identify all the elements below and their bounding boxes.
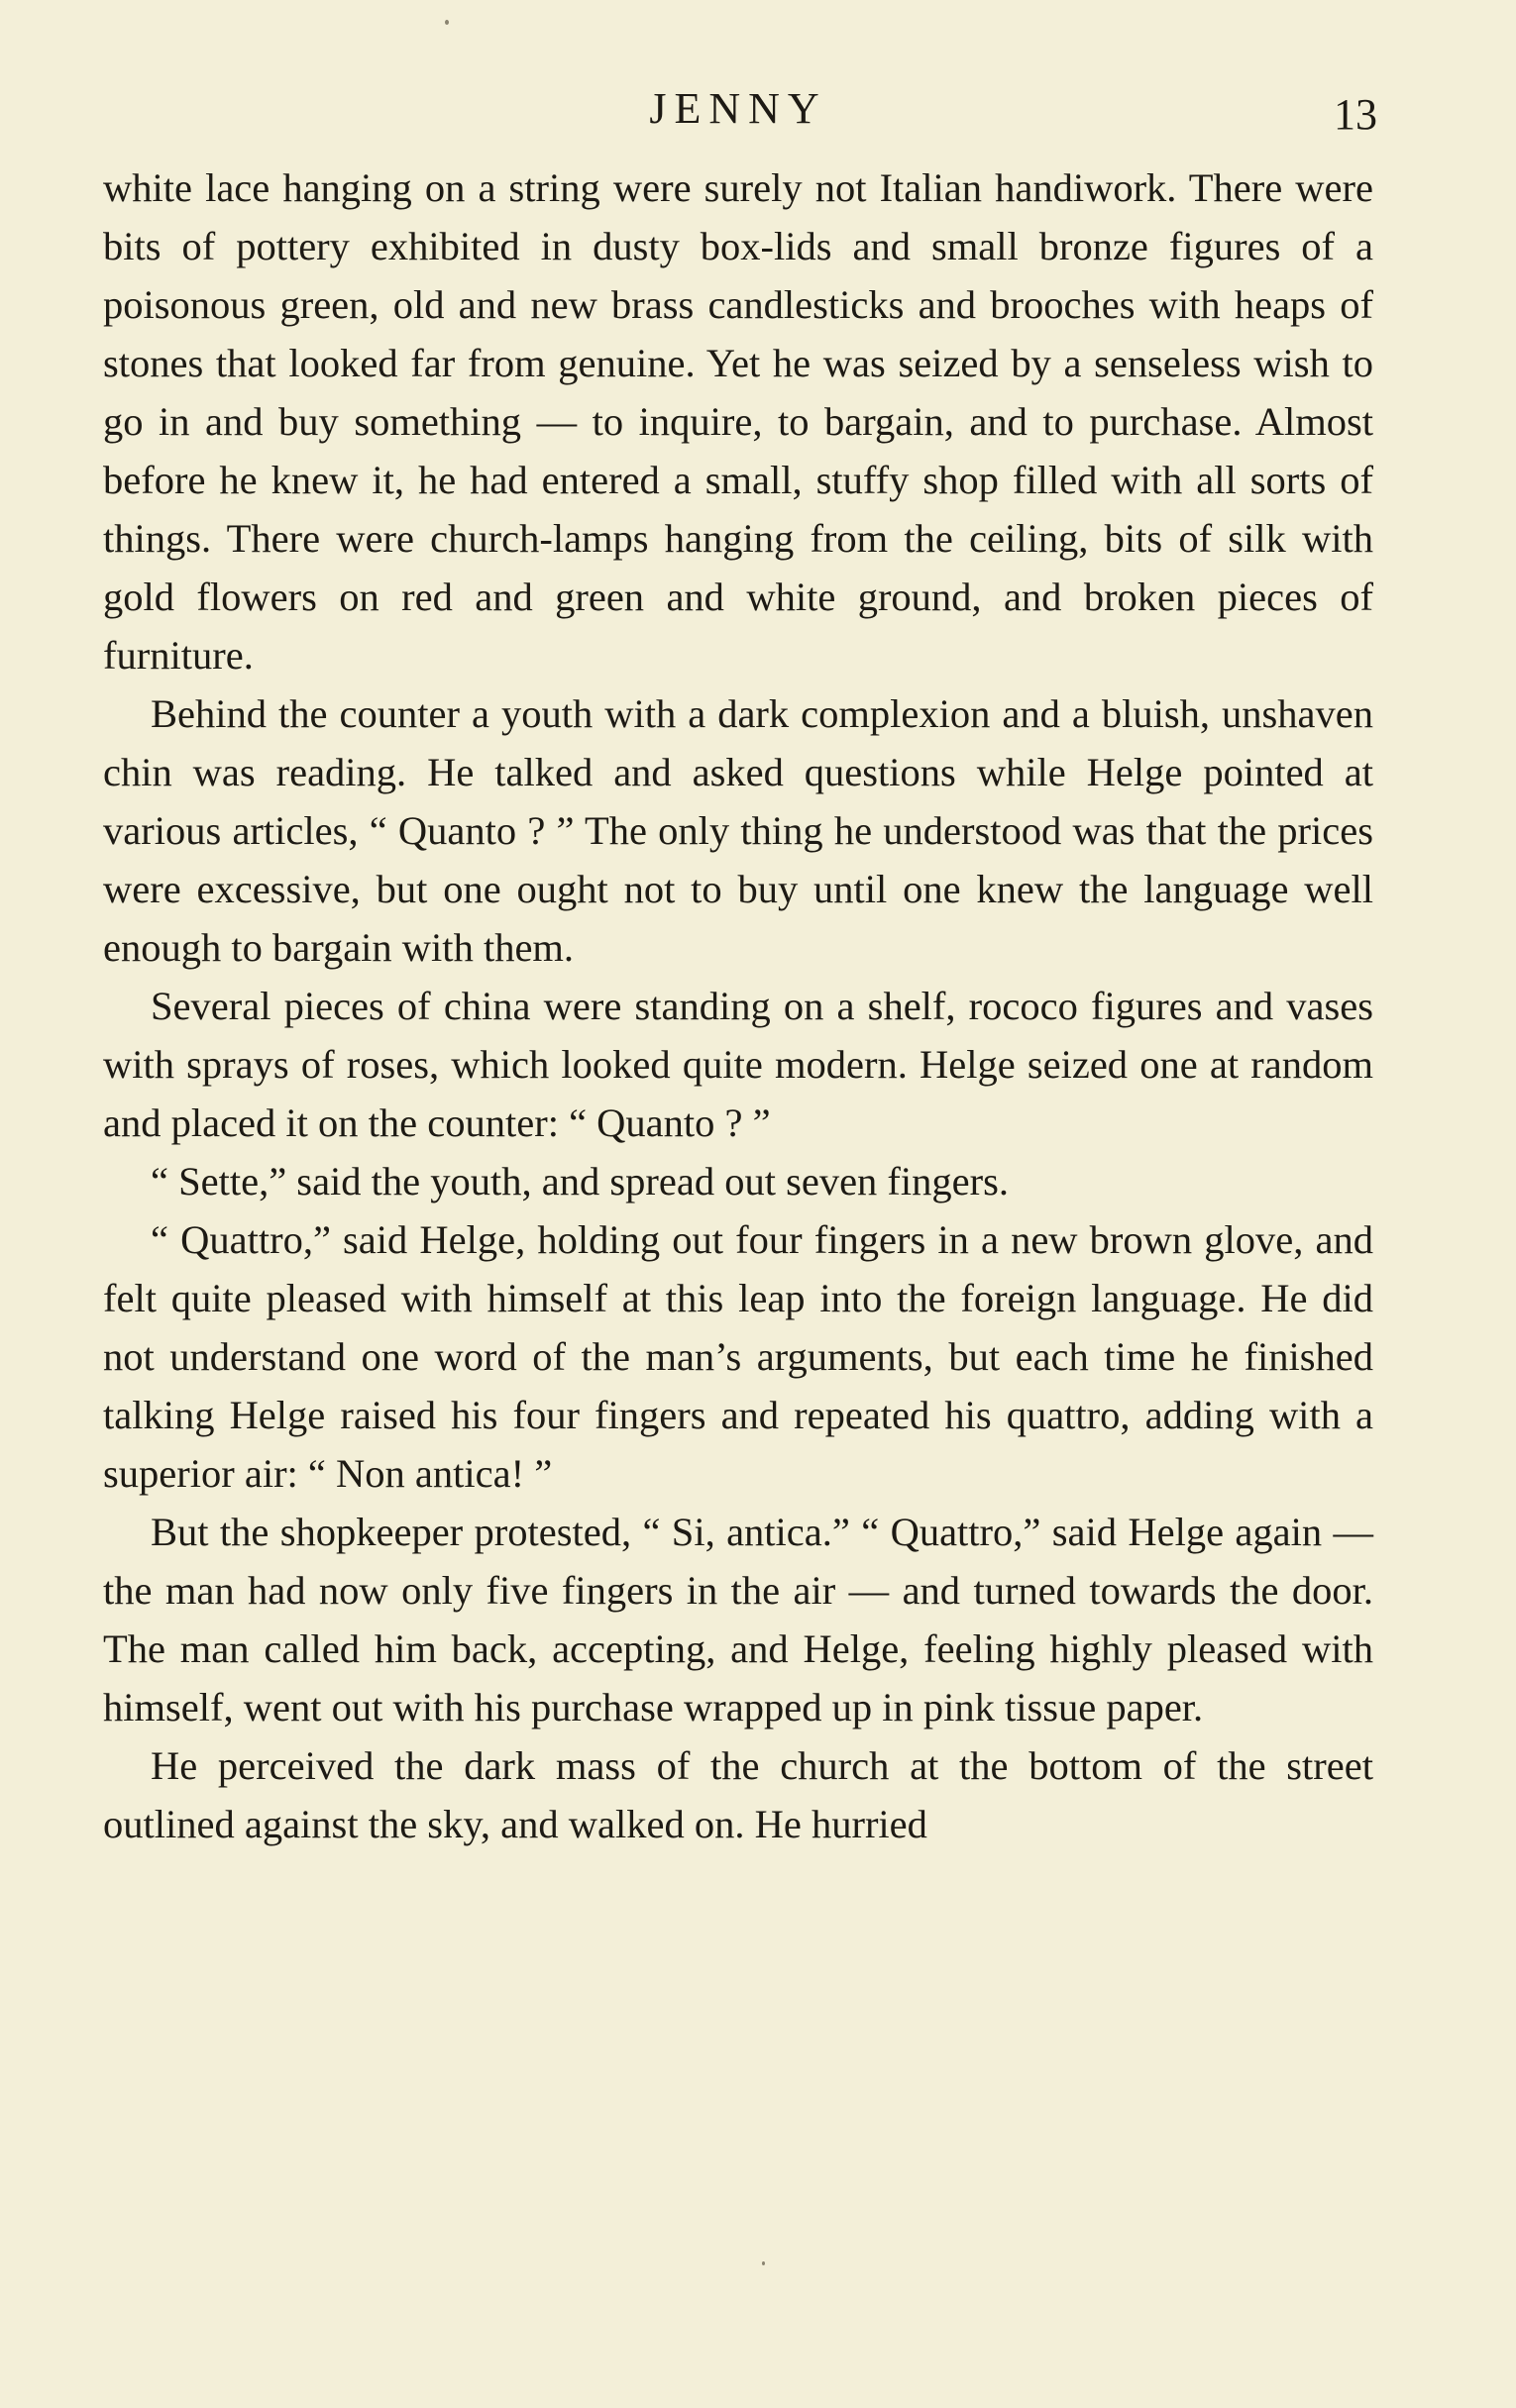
paragraph: “ Sette,” said the youth, and spread out seven fingers. (151, 1159, 1010, 1204)
paragraph: Several pieces of china were standing on a shelf, rococo figures and vases with sprays of roses, which looked quite modern. Helge seized one at random and placed it on the counter: “ Quanto ? ” (103, 984, 1373, 1145)
paragraph: But the shopkeeper protested, “ Si, antica.” “ Quattro,” said Helge again — the man had now only five fingers in the air — and turned towards the door. The man called him back, accepting, and Helge, feeling highly pleased with himself, went out with his purchase wrapped up in pink tissue paper. (103, 1510, 1373, 1729)
paragraph: “ Quattro,” said Helge, holding out four fingers in a new brown glove, and felt quite pleased with himself at this leap into the foreign language. He did not understand one word of the man’s arguments, but each time he finished talking Helge raised his four fingers and repeated his quattro, adding with a superior air: “ Non antica! ” (103, 1217, 1373, 1496)
paper-speck (762, 2261, 765, 2265)
paper-speck (445, 20, 449, 25)
paragraph: Behind the counter a youth with a dark complexion and a bluish, unshaven chin was reading. He talked and asked questions while Helge pointed at various articles, “ Quanto ? ” The only thing he understood was that the prices were excessive, but one ought not to buy until one knew the language well enough to bargain with them. (103, 691, 1373, 970)
body-text (103, 158, 1373, 1853)
page-number: 13 (1334, 90, 1377, 139)
running-head: JENNY (649, 84, 827, 133)
paragraph: white lace hanging on a string were surely not Italian handiwork. There were bits of pottery exhibited in dusty box-lids and small bronze figures of a poisonous green, old and new brass candlesticks and brooches with heaps of stones that looked far from genuine. Yet he was seized by a senseless wish to go in and buy something — to inquire, to bargain, and to purchase. Almost before he knew it, he had entered a small, stuffy shop filled with all sorts of things. There were church-lamps hanging from the ceiling, bits of silk with gold flowers on red and green and white ground, and broken pieces of furniture. (103, 165, 1373, 678)
page-header (99, 79, 1377, 139)
paragraph: He perceived the dark mass of the church at the bottom of the street outlined against the sky, and walked on. He hurried (103, 1743, 1373, 1846)
